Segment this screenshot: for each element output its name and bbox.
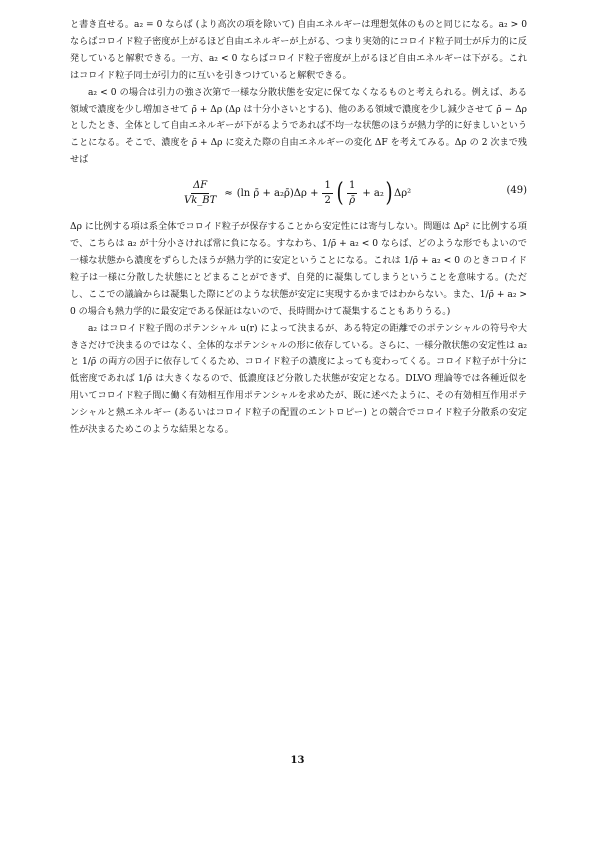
paragraph-2: a₂ < 0 の場合は引力の強さ次第で一様な分散状態を安定に保てなくなるものと考えられる。例えば、ある領域で濃度を少し増加させて ρ̄ + Δρ (Δρ は十分小さいとする)、他のある領域で濃度を少し減少させて ρ̄ − Δρ としたとき、全体として自由エネルギーが下がるようであれば不均一な状態のほうが熱力学的に好ましいということになる。そこで、濃度を ρ̄ + Δρ に変えた際の自由エネルギーの変化 ΔF を考えてみる。Δρ の 2 次まで残せば bbox=[70, 87, 527, 166]
page-body bbox=[70, 17, 527, 439]
right-paren: ) bbox=[385, 178, 393, 209]
half-fraction bbox=[322, 180, 332, 207]
paragraph-3: Δρ に比例する項は系全体でコロイド粒子が保存することから安定性には寄与しない。問題は Δρ² に比例する項で、こちらは a₂ が十分小さければ常に負になる。すなわち、1/ρ̄ + a₂ < 0 ならば、どのような形でもよいので一様な状態から濃度をずらしたほうが熱力学的に安定ということになる。これは 1/ρ̄ + a₂ < 0 のときコロイド粒子は一様に分散した状態にとどまることができず、自発的に凝集してしまうということを意味する。(ただし、ここでの議論からは凝集した際にどのような状態が安定に実現するかまではわからない。また、1/ρ̄ + a₂ > 0 の場合も熱力学的に最安定である保証はないので、長時間かけて凝集することもありうる。) bbox=[70, 222, 527, 317]
lhs-numerator: ΔF bbox=[191, 180, 209, 194]
paragraph-1: と書き直せる。a₂ = 0 ならば (より高次の項を除いて) 自由エネルギーは理想気体のものと同じになる。a₂ > 0 ならばコロイド粒子密度が上がるほど自由エネルギーが上がる、つまり実効的にコロイド粒子同士が斥力的に反発していると解釈できる。一方、a₂ < 0 ならばコロイド粒子密度が上がるほど自由エネルギーは下がる。これはコロイド粒子同士が引力的に互いを引きつけていると解釈できる。 bbox=[70, 20, 527, 81]
paragraph-4: a₂ はコロイド粒子間のポテンシャル u(r) によって決まるが、ある特定の距離でのポテンシャルの符号や大きさだけで決まるのではなく、全体的なポテンシャルの形に依存している。さらに、一様分散状態の安定性は a₂ と 1/ρ̄ の両方の因子に依存してくるため、コロイド粒子の濃度によっても変わってくる。コロイド粒子が十分に低密度であれば 1/ρ̄ は大きくなるので、低濃度ほど分散した状態が安定となる。DLVO 理論等では各種近似を用いてコロイド粒子間に働く有効相互作用ポテンシャルを求めたが、既に述べたように、その有効相互作用ポテンシャルと熱エネルギー (あるいはコロイド粒子の配置のエントロピー) との競合でコロイド粒子分散系の安定性が決まるためこのような結果となる。 bbox=[70, 323, 527, 436]
half-numerator: 1 bbox=[322, 180, 332, 194]
inner-tail: + a₂ bbox=[362, 187, 384, 199]
equation-body bbox=[180, 173, 411, 213]
lhs-fraction bbox=[182, 180, 218, 207]
equation-49 bbox=[70, 171, 527, 215]
page-number: 13 bbox=[290, 755, 305, 766]
inner-denominator: ρ̄ bbox=[349, 194, 356, 206]
linear-term: (ln ρ̄ + a₂ρ̄)Δρ + bbox=[236, 187, 319, 199]
approx-symbol: ≈ bbox=[224, 187, 233, 199]
quadratic-term: Δρ² bbox=[394, 187, 412, 199]
left-paren: ( bbox=[336, 178, 344, 209]
inner-fraction bbox=[347, 180, 357, 207]
equation-number: (49) bbox=[506, 185, 527, 197]
lhs-denominator: Vk_BT bbox=[184, 194, 217, 206]
inner-numerator: 1 bbox=[347, 180, 357, 194]
half-denominator: 2 bbox=[324, 194, 331, 206]
